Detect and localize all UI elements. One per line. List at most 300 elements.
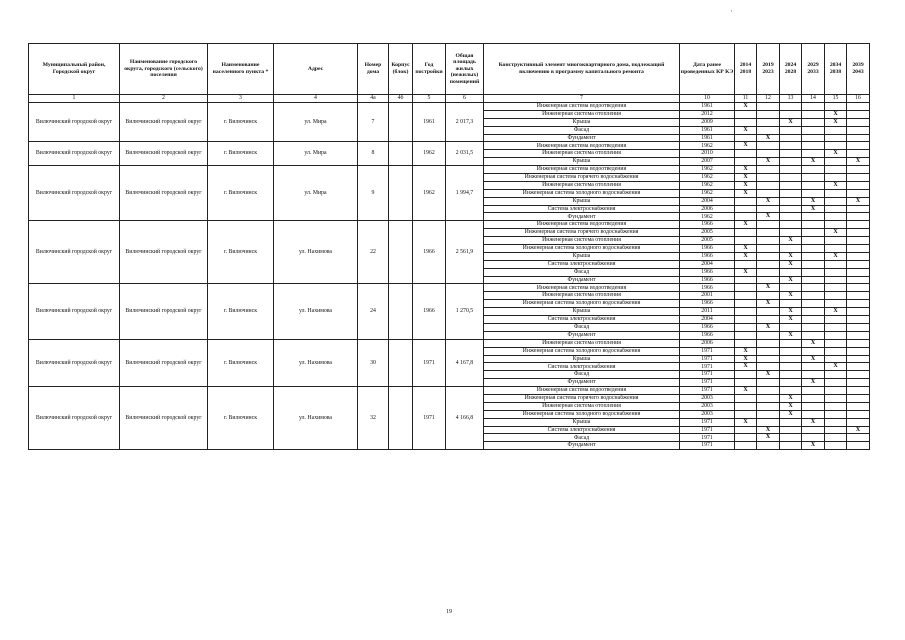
period-mark-cell <box>735 331 757 339</box>
period-mark-cell: X <box>780 260 802 268</box>
previous-repair-date-cell: 2005 <box>680 229 735 237</box>
period-mark-cell: X <box>757 134 780 142</box>
period-mark-cell <box>757 103 780 111</box>
period-mark-cell: X <box>735 347 757 355</box>
period-mark-cell <box>802 103 825 111</box>
period-mark-cell <box>757 189 780 197</box>
period-mark-cell <box>825 284 847 292</box>
floor-area-cell: 1 994,7 <box>446 166 484 221</box>
period-mark-cell <box>825 379 847 387</box>
period-mark-cell <box>802 371 825 379</box>
structural-element-cell: Крыша <box>484 252 680 260</box>
period-mark-cell <box>780 134 802 142</box>
period-mark-cell <box>780 387 802 395</box>
period-mark-cell: X <box>780 394 802 402</box>
period-mark-cell <box>780 166 802 174</box>
period-mark-cell: X <box>802 418 825 426</box>
period-mark-cell <box>847 189 870 197</box>
previous-repair-date-cell: 1971 <box>680 418 735 426</box>
period-mark-cell <box>757 347 780 355</box>
period-mark-cell <box>802 118 825 126</box>
period-mark-cell: X <box>735 103 757 111</box>
col-header-locality: Наименование населенного пункта * <box>208 44 274 95</box>
period-mark-cell: X <box>735 189 757 197</box>
structural-element-cell: Система электроснабжения <box>484 316 680 324</box>
column-number: 16 <box>847 95 870 103</box>
period-mark-cell <box>825 426 847 434</box>
period-mark-cell <box>735 371 757 379</box>
period-mark-cell <box>847 276 870 284</box>
col-header-area: Общая площадь жилых (нежилых) помещений <box>446 44 484 95</box>
period-mark-cell: X <box>735 142 757 150</box>
period-mark-cell <box>825 434 847 442</box>
period-mark-cell <box>825 221 847 229</box>
previous-repair-date-cell: 1961 <box>680 126 735 134</box>
block-cell <box>389 221 413 284</box>
structural-element-cell: Инженерная система отопления <box>484 339 680 347</box>
period-mark-cell <box>735 379 757 387</box>
period-mark-cell <box>780 418 802 426</box>
previous-repair-date-cell: 1962 <box>680 189 735 197</box>
period-mark-cell <box>757 339 780 347</box>
period-mark-cell <box>847 331 870 339</box>
period-mark-cell <box>825 174 847 182</box>
period-mark-cell <box>780 426 802 434</box>
period-mark-cell <box>735 197 757 205</box>
period-mark-cell <box>780 442 802 450</box>
structural-element-cell: Инженерная система водоотведения <box>484 166 680 174</box>
period-mark-cell: X <box>825 150 847 158</box>
period-mark-cell <box>757 252 780 260</box>
period-mark-cell <box>780 142 802 150</box>
column-number: 7 <box>484 95 680 103</box>
period-mark-cell <box>735 237 757 245</box>
previous-repair-date-cell: 1971 <box>680 363 735 371</box>
locality-cell: г. Вилючинск <box>208 166 274 221</box>
period-mark-cell <box>802 308 825 316</box>
structural-element-cell: Инженерная система холодного водоснабжения <box>484 410 680 418</box>
period-mark-cell <box>802 434 825 442</box>
previous-repair-date-cell: 2001 <box>680 292 735 300</box>
structural-element-cell: Фасад <box>484 323 680 331</box>
period-mark-cell <box>825 237 847 245</box>
settlement-cell: Вилючинский городской округ <box>120 284 208 339</box>
period-mark-cell <box>847 394 870 402</box>
house-number-cell: 24 <box>358 284 389 339</box>
period-mark-cell: X <box>780 316 802 324</box>
build-year-cell: 1971 <box>413 387 446 450</box>
period-mark-cell <box>757 110 780 118</box>
address-cell: ул. Нахимова <box>274 221 358 284</box>
build-year-cell: 1962 <box>413 166 446 221</box>
structural-element-cell: Инженерная система водоотведения <box>484 142 680 150</box>
period-mark-cell <box>847 103 870 111</box>
period-mark-cell <box>780 284 802 292</box>
locality-cell: г. Вилючинск <box>208 221 274 284</box>
table-row <box>29 166 870 174</box>
col-header-district: Муниципальный район, Городской округ <box>29 44 120 95</box>
build-year-cell: 1966 <box>413 221 446 284</box>
period-mark-cell <box>780 103 802 111</box>
structural-element-cell: Инженерная система водоотведения <box>484 284 680 292</box>
period-mark-cell: X <box>780 276 802 284</box>
col-header-period-3: 2024 2028 <box>780 44 802 95</box>
structural-element-cell: Фундамент <box>484 442 680 450</box>
period-mark-cell <box>757 292 780 300</box>
period-mark-cell <box>802 166 825 174</box>
period-mark-cell <box>802 229 825 237</box>
previous-repair-date-cell: 1966 <box>680 245 735 253</box>
period-mark-cell <box>735 213 757 221</box>
structural-element-cell: Система электроснабжения <box>484 426 680 434</box>
period-mark-cell <box>847 134 870 142</box>
period-mark-cell <box>757 331 780 339</box>
period-mark-cell <box>825 442 847 450</box>
col-header-block: Корпус (блок) <box>389 44 413 95</box>
period-mark-cell <box>847 252 870 260</box>
district-cell: Вилючинский городской округ <box>29 284 120 339</box>
structural-element-cell: Фасад <box>484 434 680 442</box>
period-mark-cell <box>757 126 780 134</box>
period-mark-cell <box>757 205 780 213</box>
structural-element-cell: Инженерная система водоотведения <box>484 387 680 395</box>
period-mark-cell <box>825 142 847 150</box>
period-mark-cell <box>735 300 757 308</box>
previous-repair-date-cell: 2006 <box>680 339 735 347</box>
previous-repair-date-cell: 1971 <box>680 387 735 395</box>
structural-element-cell: Инженерная система отопления <box>484 150 680 158</box>
structural-element-cell: Инженерная система холодного водоснабжения <box>484 189 680 197</box>
previous-repair-date-cell: 2010 <box>680 150 735 158</box>
period-mark-cell <box>735 434 757 442</box>
period-mark-cell: X <box>735 363 757 371</box>
period-mark-cell <box>802 410 825 418</box>
period-mark-cell <box>780 110 802 118</box>
structural-element-cell: Инженерная система горячего водоснабжения <box>484 229 680 237</box>
period-mark-cell <box>802 276 825 284</box>
col-header-prev-date: Дата ранее проведенных КР КЭ <box>680 44 735 95</box>
structural-element-cell: Фундамент <box>484 276 680 284</box>
period-mark-cell: X <box>825 229 847 237</box>
column-number: 10 <box>680 95 735 103</box>
period-mark-cell <box>825 402 847 410</box>
structural-element-cell: Система электроснабжения <box>484 205 680 213</box>
address-cell: ул. Мира <box>274 142 358 166</box>
period-mark-cell <box>780 213 802 221</box>
address-cell: ул. Мира <box>274 166 358 221</box>
period-mark-cell: X <box>780 237 802 245</box>
period-mark-cell <box>735 426 757 434</box>
period-mark-cell <box>847 174 870 182</box>
period-mark-cell <box>825 418 847 426</box>
block-cell <box>389 103 413 142</box>
period-mark-cell <box>802 387 825 395</box>
period-mark-cell <box>780 158 802 166</box>
period-mark-cell: X <box>780 292 802 300</box>
period-mark-cell <box>802 110 825 118</box>
previous-repair-date-cell: 1966 <box>680 323 735 331</box>
period-mark-cell <box>757 245 780 253</box>
previous-repair-date-cell: 1971 <box>680 371 735 379</box>
build-year-cell: 1966 <box>413 284 446 339</box>
house-number-cell: 22 <box>358 221 389 284</box>
structural-element-cell: Инженерная система отопления <box>484 402 680 410</box>
structural-element-cell: Крыша <box>484 118 680 126</box>
previous-repair-date-cell: 1966 <box>680 276 735 284</box>
period-mark-cell: X <box>735 355 757 363</box>
previous-repair-date-cell: 2003 <box>680 410 735 418</box>
structural-element-cell: Инженерная система водоотведения <box>484 221 680 229</box>
period-mark-cell <box>780 197 802 205</box>
period-mark-cell <box>757 394 780 402</box>
period-mark-cell <box>735 276 757 284</box>
address-cell: ул. Нахимова <box>274 284 358 339</box>
address-cell: ул. Нахимова <box>274 387 358 450</box>
period-mark-cell <box>735 402 757 410</box>
previous-repair-date-cell: 1971 <box>680 434 735 442</box>
settlement-cell: Вилючинский городской округ <box>120 339 208 386</box>
period-mark-cell <box>735 323 757 331</box>
period-mark-cell <box>780 323 802 331</box>
period-mark-cell: X <box>735 252 757 260</box>
period-mark-cell <box>757 402 780 410</box>
column-number: 3 <box>208 95 274 103</box>
district-cell: Вилючинский городской округ <box>29 221 120 284</box>
period-mark-cell <box>757 268 780 276</box>
period-mark-cell: X <box>735 174 757 182</box>
period-mark-cell <box>847 181 870 189</box>
period-mark-cell: X <box>802 355 825 363</box>
period-mark-cell: X <box>802 158 825 166</box>
period-mark-cell <box>825 387 847 395</box>
period-mark-cell <box>802 426 825 434</box>
period-mark-cell <box>825 300 847 308</box>
period-mark-cell <box>847 363 870 371</box>
period-mark-cell <box>847 142 870 150</box>
period-mark-cell <box>780 221 802 229</box>
previous-repair-date-cell: 2003 <box>680 402 735 410</box>
house-number-cell: 8 <box>358 142 389 166</box>
column-number: 5 <box>413 95 446 103</box>
period-mark-cell: X <box>780 308 802 316</box>
period-mark-cell <box>847 316 870 324</box>
structural-element-cell: Система электроснабжения <box>484 260 680 268</box>
period-mark-cell <box>802 237 825 245</box>
build-year-cell: 1971 <box>413 339 446 386</box>
previous-repair-date-cell: 1966 <box>680 331 735 339</box>
period-mark-cell: X <box>780 252 802 260</box>
period-mark-cell <box>780 371 802 379</box>
locality-cell: г. Вилючинск <box>208 142 274 166</box>
period-mark-cell <box>757 118 780 126</box>
period-mark-cell <box>757 308 780 316</box>
structural-element-cell: Крыша <box>484 418 680 426</box>
period-mark-cell <box>780 174 802 182</box>
period-mark-cell <box>802 363 825 371</box>
period-mark-cell <box>847 402 870 410</box>
period-mark-cell <box>802 221 825 229</box>
period-mark-cell: X <box>847 426 870 434</box>
previous-repair-date-cell: 1962 <box>680 181 735 189</box>
period-mark-cell <box>780 126 802 134</box>
period-mark-cell: X <box>802 379 825 387</box>
period-mark-cell <box>847 150 870 158</box>
period-mark-cell: X <box>802 197 825 205</box>
period-mark-cell: X <box>735 181 757 189</box>
table-row <box>29 103 870 111</box>
period-mark-cell <box>847 442 870 450</box>
previous-repair-date-cell: 1961 <box>680 103 735 111</box>
previous-repair-date-cell: 2005 <box>680 237 735 245</box>
col-header-period-4: 2029 2033 <box>802 44 825 95</box>
period-mark-cell <box>780 245 802 253</box>
column-number: 4 <box>274 95 358 103</box>
period-mark-cell <box>757 363 780 371</box>
period-mark-cell <box>757 410 780 418</box>
period-mark-cell <box>757 387 780 395</box>
block-cell <box>389 387 413 450</box>
period-mark-cell: X <box>825 118 847 126</box>
period-mark-cell <box>802 331 825 339</box>
period-mark-cell <box>735 229 757 237</box>
period-mark-cell <box>780 363 802 371</box>
structural-element-cell: Инженерная система холодного водоснабжения <box>484 245 680 253</box>
period-mark-cell <box>847 213 870 221</box>
period-mark-cell <box>780 181 802 189</box>
period-mark-cell <box>780 205 802 213</box>
period-mark-cell: X <box>847 158 870 166</box>
period-mark-cell <box>802 300 825 308</box>
period-mark-cell <box>847 379 870 387</box>
period-mark-cell <box>825 166 847 174</box>
period-mark-cell <box>780 268 802 276</box>
period-mark-cell <box>735 316 757 324</box>
block-cell <box>389 142 413 166</box>
previous-repair-date-cell: 1961 <box>680 134 735 142</box>
period-mark-cell <box>825 410 847 418</box>
period-mark-cell: X <box>735 126 757 134</box>
period-mark-cell <box>825 245 847 253</box>
structural-element-cell: Инженерная система водоотведения <box>484 103 680 111</box>
period-mark-cell <box>825 339 847 347</box>
structural-element-cell: Инженерная система горячего водоснабжения <box>484 174 680 182</box>
previous-repair-date-cell: 2012 <box>680 110 735 118</box>
period-mark-cell <box>847 118 870 126</box>
structural-element-cell: Инженерная система отопления <box>484 110 680 118</box>
col-header-house: Номер дома <box>358 44 389 95</box>
period-mark-cell <box>780 150 802 158</box>
period-mark-cell <box>802 284 825 292</box>
period-mark-cell <box>802 174 825 182</box>
previous-repair-date-cell: 1971 <box>680 379 735 387</box>
settlement-cell: Вилючинский городской округ <box>120 142 208 166</box>
previous-repair-date-cell: 2004 <box>680 197 735 205</box>
period-mark-cell <box>735 284 757 292</box>
period-mark-cell <box>735 205 757 213</box>
period-mark-cell <box>757 237 780 245</box>
col-header-element: Конструктивный элемент многоквартирного дома, подлежащий включению в программу капитального ремонта <box>484 44 680 95</box>
period-mark-cell <box>802 213 825 221</box>
period-mark-cell <box>802 347 825 355</box>
period-mark-cell <box>825 371 847 379</box>
period-mark-cell <box>847 347 870 355</box>
previous-repair-date-cell: 2009 <box>680 118 735 126</box>
column-number: 12 <box>757 95 780 103</box>
period-mark-cell: X <box>825 308 847 316</box>
structural-element-cell: Инженерная система холодного водоснабжения <box>484 347 680 355</box>
period-mark-cell <box>757 229 780 237</box>
previous-repair-date-cell: 1962 <box>680 174 735 182</box>
period-mark-cell <box>735 118 757 126</box>
period-mark-cell: X <box>780 118 802 126</box>
period-mark-cell <box>802 126 825 134</box>
period-mark-cell <box>847 323 870 331</box>
period-mark-cell: X <box>802 442 825 450</box>
structural-element-cell: Крыша <box>484 197 680 205</box>
district-cell: Вилючинский городской округ <box>29 387 120 450</box>
previous-repair-date-cell: 2006 <box>680 205 735 213</box>
structural-element-cell: Инженерная система горячего водоснабжения <box>484 394 680 402</box>
settlement-cell: Вилючинский городской округ <box>120 387 208 450</box>
period-mark-cell <box>802 134 825 142</box>
period-mark-cell <box>757 166 780 174</box>
period-mark-cell <box>847 126 870 134</box>
period-mark-cell <box>825 292 847 300</box>
period-mark-cell <box>802 323 825 331</box>
period-mark-cell <box>825 394 847 402</box>
previous-repair-date-cell: 1966 <box>680 268 735 276</box>
period-mark-cell <box>847 166 870 174</box>
period-mark-cell <box>780 347 802 355</box>
previous-repair-date-cell: 1962 <box>680 213 735 221</box>
locality-cell: г. Вилючинск <box>208 103 274 142</box>
district-cell: Вилючинский городской округ <box>29 103 120 142</box>
period-mark-cell <box>847 339 870 347</box>
period-mark-cell <box>780 355 802 363</box>
col-header-settlement: Наименование городского округа, городского (сельского) поселения <box>120 44 208 95</box>
period-mark-cell <box>847 410 870 418</box>
column-number: 4б <box>389 95 413 103</box>
period-mark-cell <box>757 260 780 268</box>
column-number: 6 <box>446 95 484 103</box>
period-mark-cell: X <box>780 402 802 410</box>
house-number-cell: 30 <box>358 339 389 386</box>
structural-element-cell: Инженерная система отопления <box>484 237 680 245</box>
period-mark-cell <box>825 276 847 284</box>
period-mark-cell <box>780 300 802 308</box>
column-number: 15 <box>825 95 847 103</box>
period-mark-cell <box>735 292 757 300</box>
locality-cell: г. Вилючинск <box>208 284 274 339</box>
column-number-row <box>29 95 870 103</box>
period-mark-cell <box>825 347 847 355</box>
table-row <box>29 339 870 347</box>
previous-repair-date-cell: 1962 <box>680 142 735 150</box>
period-mark-cell <box>847 221 870 229</box>
district-cell: Вилючинский городской округ <box>29 339 120 386</box>
previous-repair-date-cell: 1966 <box>680 284 735 292</box>
column-number: 1 <box>29 95 120 103</box>
floor-area-cell: 1 270,5 <box>446 284 484 339</box>
previous-repair-date-cell: 1971 <box>680 426 735 434</box>
previous-repair-date-cell: 1971 <box>680 347 735 355</box>
period-mark-cell <box>735 442 757 450</box>
period-mark-cell <box>825 316 847 324</box>
period-mark-cell: X <box>780 410 802 418</box>
period-mark-cell <box>825 331 847 339</box>
period-mark-cell <box>735 150 757 158</box>
locality-cell: г. Вилючинск <box>208 387 274 450</box>
